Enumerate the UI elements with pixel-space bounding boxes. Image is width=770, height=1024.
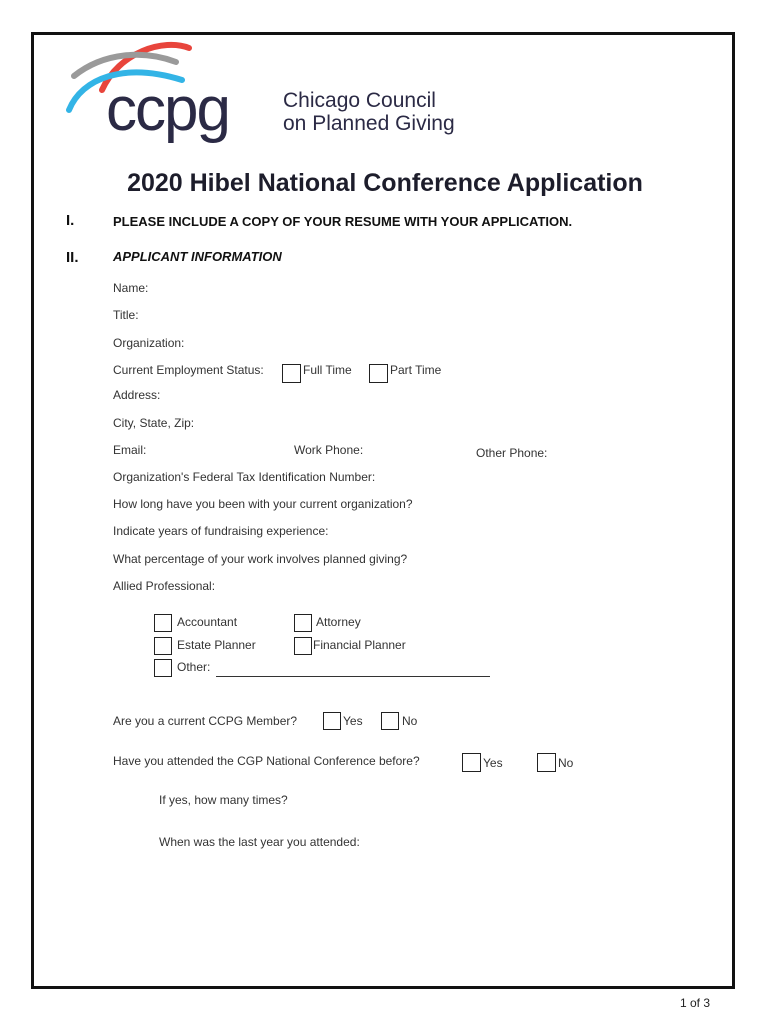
full-time-label: Full Time <box>303 363 352 377</box>
member-no-label: No <box>402 714 418 728</box>
logo-wordmark: ccpg <box>106 75 229 144</box>
other-checkbox[interactable] <box>154 659 172 677</box>
fundraising-years-label: Indicate years of fundraising experience: <box>113 524 329 538</box>
estate-planner-checkbox[interactable] <box>154 637 172 655</box>
name-label: Name: <box>113 281 149 295</box>
planned-giving-pct-label: What percentage of your work involves planned giving? <box>113 552 408 566</box>
work-phone-label: Work Phone: <box>294 443 364 457</box>
organization-label: Organization: <box>113 336 185 350</box>
last-year-attended-label: When was the last year you attended: <box>159 835 360 849</box>
member-no-checkbox[interactable] <box>381 712 399 730</box>
title-label: Title: <box>113 308 139 322</box>
full-time-checkbox[interactable] <box>282 364 301 383</box>
employment-status-label: Current Employment Status: <box>113 363 264 377</box>
email-label: Email: <box>113 443 147 457</box>
org-name-line1: Chicago Council <box>283 89 436 112</box>
attended-question-label: Have you attended the CGP National Conference before? <box>113 754 420 768</box>
member-yes-checkbox[interactable] <box>323 712 341 730</box>
section2-text: APPLICANT INFORMATION <box>113 249 282 264</box>
other-phone-label: Other Phone: <box>476 446 548 460</box>
part-time-label: Part Time <box>390 363 442 377</box>
section2-number: II. <box>66 249 79 266</box>
attended-no-label: No <box>558 756 574 770</box>
how-many-times-label: If yes, how many times? <box>159 793 288 807</box>
attended-yes-checkbox[interactable] <box>462 753 481 772</box>
page-number: 1 of 3 <box>679 996 710 1010</box>
address-label: Address: <box>113 388 161 402</box>
other-label: Other: <box>177 660 211 674</box>
page-title: 2020 Hibel National Conference Application <box>127 169 643 197</box>
accountant-checkbox[interactable] <box>154 614 172 632</box>
attended-no-checkbox[interactable] <box>537 753 556 772</box>
tax-id-label: Organization's Federal Tax Identification Number: <box>113 470 376 484</box>
org-name <box>283 89 455 135</box>
section1-number: I. <box>66 212 75 229</box>
member-yes-label: Yes <box>343 714 363 728</box>
member-question-label: Are you a current CCPG Member? <box>113 714 298 728</box>
financial-planner-label: Financial Planner <box>313 638 406 652</box>
part-time-checkbox[interactable] <box>369 364 388 383</box>
other-input-line[interactable] <box>216 676 490 677</box>
estate-planner-label: Estate Planner <box>177 638 256 652</box>
financial-planner-checkbox[interactable] <box>294 637 312 655</box>
tenure-label: How long have you been with your current organization? <box>113 497 413 511</box>
attended-yes-label: Yes <box>483 756 503 770</box>
section1-text: PLEASE INCLUDE A COPY OF YOUR RESUME WITH YOUR APPLICATION. <box>113 214 573 229</box>
attorney-label: Attorney <box>316 615 361 629</box>
org-name-line2: on Planned Giving <box>283 112 455 135</box>
attorney-checkbox[interactable] <box>294 614 312 632</box>
accountant-label: Accountant <box>177 615 238 629</box>
city-state-zip-label: City, State, Zip: <box>113 416 195 430</box>
allied-professional-label: Allied Professional: <box>113 579 216 593</box>
